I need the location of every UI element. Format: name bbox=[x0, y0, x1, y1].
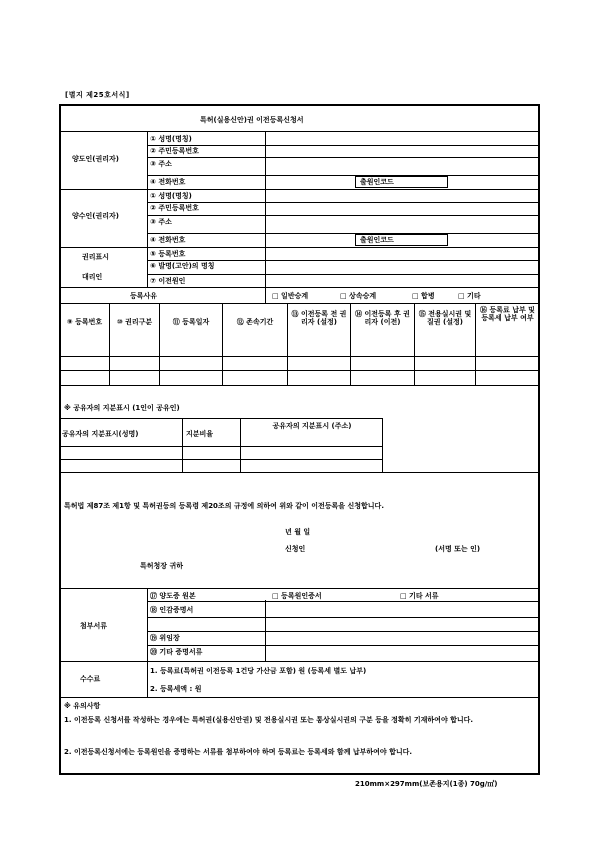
declaration-text: 특허법 제87조 제1항 및 특허권등의 등록령 제20조의 규정에 의하여 위와 같이 이전등록을 신청합니다. bbox=[64, 502, 384, 510]
assignor-rrn-label: ② 주민등록번호 bbox=[150, 147, 199, 155]
assignee-code-label: 출원인코드 bbox=[360, 236, 394, 244]
fee-line-2: 2. 등록세액 : 원 bbox=[150, 685, 202, 693]
share-note: ※ 공유자의 지분표시 (1인이 공유인) bbox=[64, 404, 180, 412]
addressee: 특허청장 귀하 bbox=[140, 562, 184, 570]
assignee-label: 양수인(권리자) bbox=[72, 212, 119, 220]
attach-col3-1[interactable]: □ 기타 서류 bbox=[400, 592, 439, 600]
assignee-address-label: ③ 주소 bbox=[150, 218, 172, 226]
reason-option-3[interactable]: □ 합병 bbox=[412, 292, 435, 300]
cause-label: ⑦ 이전원인 bbox=[150, 277, 186, 285]
notes-item-2: 2. 이전등록신청서에는 등록원인을 증명하는 서류를 첨부하여야 하며 등록료는 등록세와 함께 납부하여야 합니다. bbox=[64, 748, 413, 756]
share-h-ratio: 지분비율 bbox=[186, 430, 214, 438]
attach-row-4: ⑳ 기타 증명서류 bbox=[150, 648, 203, 656]
th-fee-paid: ⑯ 등록료 납부 및 등록세 납부 여부 bbox=[480, 306, 535, 322]
form-title: 특허(실용신안)권 이전등록신청서 bbox=[200, 116, 304, 124]
assignor-code-label: 출원인코드 bbox=[360, 178, 394, 186]
assignor-label: 양도인(권리자) bbox=[72, 155, 119, 163]
date-line: 년 월 일 bbox=[285, 528, 311, 536]
right-no-label: ⑤ 등록번호 bbox=[150, 250, 186, 258]
th-right-type: ⑩ 권리구분 bbox=[116, 318, 153, 326]
attach-row-1: ⑰ 양도증 원본 bbox=[150, 592, 196, 600]
assignee-name-label: ① 성명(명칭) bbox=[150, 192, 192, 200]
th-exclusive: ⑮ 전용실시권 및 질권 (설정) bbox=[418, 310, 472, 326]
fee-label: 수수료 bbox=[80, 675, 101, 683]
rights-label: 권리표시 bbox=[82, 253, 110, 261]
form-id: [별지 제25호서식] bbox=[65, 91, 130, 99]
reason-option-4[interactable]: □ 기타 bbox=[458, 292, 481, 300]
notes-item-1: 1. 이전등록 신청서를 작성하는 경우에는 특허권(실용신안권) 및 전용실시권 또는 통상실시권의 구분 등을 정확히 기재하여야 합니다. bbox=[64, 716, 474, 724]
share-h-name: 공유자의 지분표시(성명) bbox=[62, 430, 139, 438]
assignee-phone-label: ④ 전화번호 bbox=[150, 236, 186, 244]
reason-option-1[interactable]: □ 일반승계 bbox=[272, 292, 309, 300]
sign-applicant: 신청인 bbox=[285, 545, 306, 553]
assignor-phone-label: ④ 전화번호 bbox=[150, 178, 186, 186]
agent-section-label: 대리인 bbox=[82, 273, 103, 281]
notes-title: ※ 유의사항 bbox=[64, 702, 101, 710]
th-reg-date: ⑪ 등록일자 bbox=[172, 318, 210, 326]
sign-seal: (서명 또는 인) bbox=[435, 545, 481, 553]
assignor-name-label: ① 성명(명칭) bbox=[150, 135, 192, 143]
attach-row-3: ⑲ 위임장 bbox=[150, 634, 180, 642]
attach-row-2: ⑱ 인감증명서 bbox=[150, 606, 194, 614]
th-reg-no: ⑨ 등록번호 bbox=[66, 318, 103, 326]
fee-line-1: 1. 등록료(특허권 이전등록 1건당 가산금 포함) 원 (등록세 별도 납부) bbox=[150, 667, 367, 675]
attach-col2-1[interactable]: □ 등록원인증서 bbox=[272, 592, 322, 600]
paper-size-note: 210mm×297mm(보존용지(1종) 70g/㎡) bbox=[355, 780, 498, 788]
assignor-address-label: ③ 주소 bbox=[150, 160, 172, 168]
share-h-address: 공유자의 지분표시 (주소) bbox=[272, 422, 352, 430]
attach-label: 첨부서류 bbox=[80, 622, 108, 630]
th-term: ⑫ 존속기간 bbox=[236, 318, 274, 326]
reason-label: 등록사유 bbox=[130, 292, 158, 300]
th-before: ⑬ 이전등록 전 권리자 (설정) bbox=[291, 310, 347, 326]
th-after: ⑭ 이전등록 후 권리자 (이전) bbox=[355, 310, 410, 326]
assignee-rrn-label: ② 주민등록번호 bbox=[150, 204, 199, 212]
reason-option-2[interactable]: □ 상속승계 bbox=[340, 292, 377, 300]
right-name-label: ⑥ 발명(고안)의 명칭 bbox=[150, 262, 215, 270]
